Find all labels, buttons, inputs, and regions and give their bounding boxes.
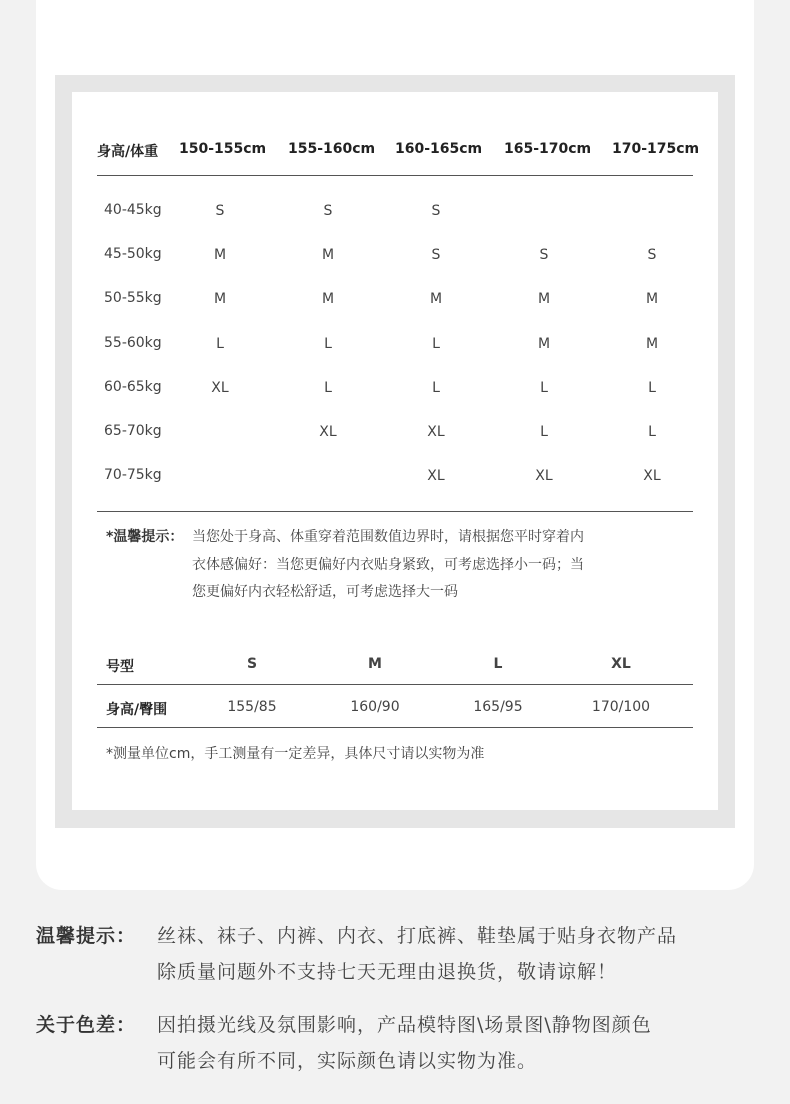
size-cell: S — [539, 247, 549, 263]
size-cell: L — [540, 380, 548, 396]
notice-line: 丝袜、袜子、内裤、内衣、打底裤、鞋垫属于贴身衣物产品 — [157, 925, 678, 947]
size-cell: S — [323, 203, 333, 219]
size-cell: XL — [319, 424, 337, 440]
size-cell: L — [324, 336, 332, 352]
size-cell: L — [324, 380, 332, 396]
size-cell: L — [540, 424, 548, 440]
size-cell: XL — [427, 424, 445, 440]
size-cell: S — [431, 247, 441, 263]
size-cell: L — [432, 336, 440, 352]
size-cell: XL — [535, 468, 553, 484]
weight-label: 55-60kg — [104, 335, 162, 351]
size-cell: M — [645, 336, 659, 352]
size-cell: M — [321, 247, 335, 263]
table-bottom-divider — [97, 511, 693, 512]
height-column-header: 170-175cm — [612, 141, 700, 157]
size-cell: M — [321, 291, 335, 307]
height-column-header: 150-155cm — [179, 141, 267, 157]
tip-line: 您更偏好内衣轻松舒适，可考虑选择大一码 — [192, 584, 458, 600]
size-type-cell: XL — [611, 656, 631, 672]
weight-label: 50-55kg — [104, 290, 162, 306]
size-cell: M — [429, 291, 443, 307]
notice-line: 除质量问题外不支持七天无理由退换货，敬请谅解！ — [157, 961, 618, 983]
tip-line: 衣体感偏好：当您更偏好内衣贴身紧致，可考虑选择小一码；当 — [192, 557, 584, 573]
size-cell: L — [216, 336, 224, 352]
corner-label: 身高/体重 — [97, 144, 159, 160]
notice-label-color: 关于色差： — [36, 1014, 137, 1036]
height-hip-cell: 160/90 — [350, 699, 400, 715]
size-type-cell: M — [368, 656, 382, 672]
weight-label: 40-45kg — [104, 202, 162, 218]
size-cell: M — [537, 291, 551, 307]
size-cell: M — [537, 336, 551, 352]
height-hip-cell: 170/100 — [591, 699, 651, 715]
notice-line: 因拍摄光线及氛围影响，产品模特图\场景图\静物图颜色 — [157, 1014, 652, 1036]
size-cell: M — [645, 291, 659, 307]
height-column-header: 165-170cm — [504, 141, 592, 157]
weight-label: 70-75kg — [104, 467, 162, 483]
size-cell: M — [213, 247, 227, 263]
measure-note: *测量单位cm，手工测量有一定差异，具体尺寸请以实物为准 — [106, 746, 485, 762]
tip-line: 当您处于身高、体重穿着范围数值边界时，请根据您平时穿着内 — [192, 529, 584, 545]
weight-label: 45-50kg — [104, 246, 162, 262]
height-hip-cell: 155/85 — [227, 699, 277, 715]
size-cell: L — [648, 424, 656, 440]
size-cell: L — [432, 380, 440, 396]
height-hip-cell: 165/95 — [473, 699, 523, 715]
size-cell: XL — [427, 468, 445, 484]
model-table-divider — [97, 684, 693, 685]
weight-label: 65-70kg — [104, 423, 162, 439]
size-cell: S — [215, 203, 225, 219]
weight-label: 60-65kg — [104, 379, 162, 395]
model-table-bottom-line — [97, 727, 693, 728]
size-type-label: 号型 — [106, 659, 134, 675]
tip-label: *温馨提示： — [106, 529, 184, 545]
size-cell: XL — [643, 468, 661, 484]
size-cell: L — [648, 380, 656, 396]
size-type-cell: S — [246, 656, 258, 672]
size-cell: XL — [211, 380, 229, 396]
size-cell: S — [647, 247, 657, 263]
height-column-header: 155-160cm — [288, 141, 376, 157]
height-hip-label: 身高/臀围 — [106, 702, 168, 718]
size-cell: S — [431, 203, 441, 219]
height-column-header: 160-165cm — [395, 141, 483, 157]
header-divider — [97, 175, 693, 176]
notice-label-returns: 温馨提示： — [36, 925, 137, 947]
size-type-cell: L — [493, 656, 503, 672]
size-cell: M — [213, 291, 227, 307]
notice-line: 可能会有所不同，实际颜色请以实物为准。 — [157, 1050, 538, 1072]
